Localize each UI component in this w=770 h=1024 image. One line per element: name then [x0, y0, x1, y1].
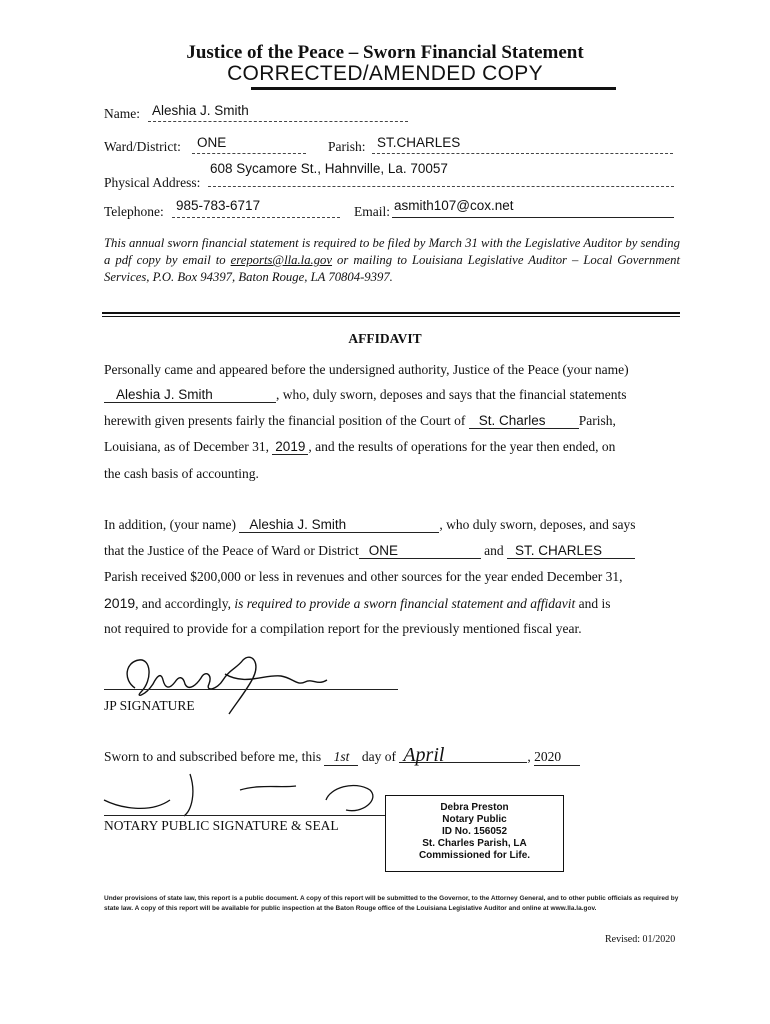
parish-field-2[interactable]: ST. CHARLES	[507, 543, 635, 559]
ward-underline	[192, 153, 306, 154]
notary-signature-label: NOTARY PUBLIC SIGNATURE & SEAL	[104, 818, 339, 833]
filing-instructions: This annual sworn financial statement is required to be filed by March 31 with the Legislative Auditor by sending a pdf copy by email to ereports@lla.la.gov or mailing to Louisiana Legislative Auditor – Local Government Services, P.O. Box 94397, Baton Rouge, LA 70804-9397.	[104, 236, 680, 284]
telephone-label: Telephone:	[104, 204, 164, 219]
name-underline	[148, 121, 408, 122]
divider-top	[102, 312, 680, 314]
seal-line-1: Debra Preston	[440, 802, 509, 813]
seal-line-2: Notary Public	[442, 814, 507, 825]
sworn-line: Sworn to and subscribed before me, this 1st day of April , 2020	[104, 748, 580, 766]
name-label: Name:	[104, 106, 140, 121]
affidavit-p1-line3: herewith given presents fairly the financial position of the Court of St. Charles Parish,	[104, 413, 616, 428]
notary-signature-image	[100, 770, 380, 820]
jp-signature-label: JP SIGNATURE	[104, 698, 195, 713]
page-title: Justice of the Peace – Sworn Financial Statement	[186, 42, 584, 63]
address-underline	[208, 186, 674, 187]
revised-date: Revised: 01/2020	[605, 934, 676, 945]
sworn-day-field[interactable]: 1st	[324, 749, 358, 766]
year-field-1[interactable]: 2019	[272, 439, 308, 455]
name-field[interactable]: Aleshia J. Smith	[152, 103, 249, 118]
affidavit-p1-line5: the cash basis of accounting.	[104, 466, 259, 481]
ward-label: Ward/District:	[104, 139, 181, 154]
notary-signature-line	[104, 815, 386, 816]
affidavit-p2-line4: 2019, and accordingly, is required to provide a sworn financial statement and affidavit and is	[104, 595, 611, 611]
sworn-year-field[interactable]: 2020	[534, 749, 580, 766]
affidavit-p1-line1: Personally came and appeared before the undersigned authority, Justice of the Peace (your name)	[104, 362, 629, 377]
parish-underline	[372, 153, 673, 154]
seal-line-5: Commissioned for Life.	[418, 850, 531, 861]
parish-label: Parish:	[328, 139, 366, 154]
seal-line-3: ID No. 156052	[441, 826, 508, 837]
notary-seal-stamp	[385, 795, 564, 872]
jp-signature-line	[104, 689, 398, 690]
jp-name-field-1[interactable]: Aleshia J. Smith	[104, 387, 276, 403]
telephone-field[interactable]: 985-783-6717	[176, 198, 261, 213]
seal-line-4: St. Charles Parish, LA	[422, 838, 527, 849]
affidavit-p2-line2: that the Justice of the Peace of Ward or District ONE and ST. CHARLES	[104, 543, 680, 559]
ward-district-field[interactable]: ONE	[359, 543, 481, 559]
footer-legal-notice: Under provisions of state law, this report is a public document. A copy of this report will be submitted to the Governor, to the Attorney General, and to other public officials as required by state law. A copy of this report will be available for public inspection at the Baton Rouge office of the Louisiana Legislative Auditor and online at www.lla.la.gov.	[104, 895, 679, 912]
telephone-underline	[172, 217, 340, 218]
year-field-2[interactable]: 2019	[104, 595, 136, 611]
ward-field[interactable]: ONE	[197, 135, 227, 150]
divider-top-thin	[102, 316, 680, 317]
affidavit-heading: AFFIDAVIT	[348, 331, 422, 346]
address-label: Physical Address:	[104, 175, 201, 190]
sworn-month-field[interactable]: April	[399, 748, 527, 763]
affidavit-p1-line2: Aleshia J. Smith , who, duly sworn, deposes and says that the financial statements	[104, 387, 680, 403]
title-underline	[251, 87, 616, 90]
parish-field[interactable]: ST.CHARLES	[377, 135, 461, 150]
affidavit-p2-line5: not required to provide for a compilation report for the previously mentioned fiscal year.	[104, 621, 582, 636]
affidavit-p2-line3: Parish received $200,000 or less in revenues and other sources for the year ended December 31,	[104, 569, 623, 584]
page-subtitle: CORRECTED/AMENDED COPY	[227, 62, 543, 85]
court-parish-field[interactable]: St. Charles	[469, 413, 579, 429]
ereports-email-link[interactable]: ereports@lla.la.gov	[230, 253, 333, 267]
email-field[interactable]: asmith107@cox.net	[394, 198, 514, 213]
affidavit-p2-line1: In addition, (your name) Aleshia J. Smith , who duly sworn, deposes, and says	[104, 517, 636, 532]
email-label: Email:	[354, 204, 390, 219]
affidavit-p1-line4: Louisiana, as of December 31, 2019 , and the results of operations for the year then ended, on	[104, 439, 616, 454]
email-underline	[392, 217, 674, 218]
address-field[interactable]: 608 Sycamore St., Hahnville, La. 70057	[210, 161, 448, 176]
jp-name-field-2[interactable]: Aleshia J. Smith	[239, 517, 439, 533]
